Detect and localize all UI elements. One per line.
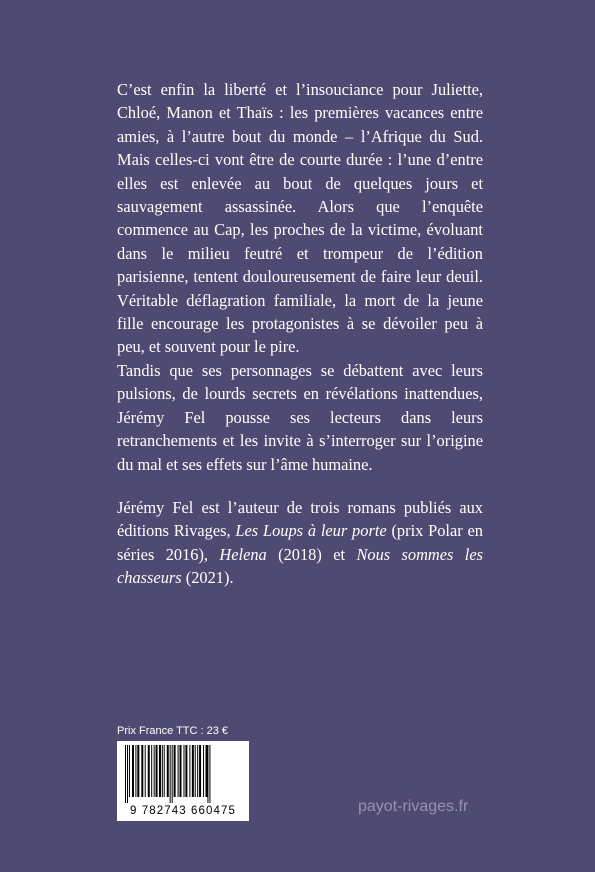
price-label: Prix France TTC : 23 € — [117, 725, 229, 737]
bio-title-2: Helena — [219, 544, 267, 564]
synopsis-paragraph-2: Tandis que ses personnages se débattent avec leurs pulsions, de lourds secrets en révélations inattendues, Jérémy Fel pousse ses lecteurs dans leurs retranchements et les invite à s’interroger sur l’origine du mal et ses effets sur l’âme humaine. — [117, 360, 483, 474]
bio-text-3: (2018) et — [266, 544, 357, 564]
isbn-number: 9 782743 660475 — [129, 805, 237, 817]
bio-title-1: Les Loups à leur porte — [235, 521, 387, 541]
synopsis — [117, 78, 483, 476]
barcode — [117, 741, 249, 821]
bio-text-2: (prix Polar en séries 2016), — [117, 521, 483, 564]
author-bio — [117, 496, 483, 590]
synopsis-paragraph-1: C’est enfin la liberté et l’insouciance pour Juliette, Chloé, Manon et Thaïs : les premières vacances entre amies, à l’autre bout du monde – l’Afrique du Sud. Mais celles-ci vont être de courte durée : l’une d’entre elles est enlevée au bout de quelques jours et sauvagement assassinée. Alors que l’enquête commence au Cap, les proches de la victime, évoluant dans le milieu feutré et trompeur de l’édition parisienne, tentent douloureusement de faire leur deuil. Véritable déflagration familiale, la mort de la jeune fille encourage les protagonistes à se dévoiler peu à peu, et souvent pour le pire. — [117, 80, 483, 357]
barcode-bars — [123, 745, 243, 803]
bio-text-1: Jérémy Fel est l’auteur de trois romans publiés aux éditions Rivages, — [117, 498, 483, 541]
bio-title-3: Nous sommes les chasseurs — [117, 544, 484, 588]
bio-text-4: (2021). — [181, 568, 234, 588]
publisher-website: payot-rivages.fr — [358, 798, 469, 815]
